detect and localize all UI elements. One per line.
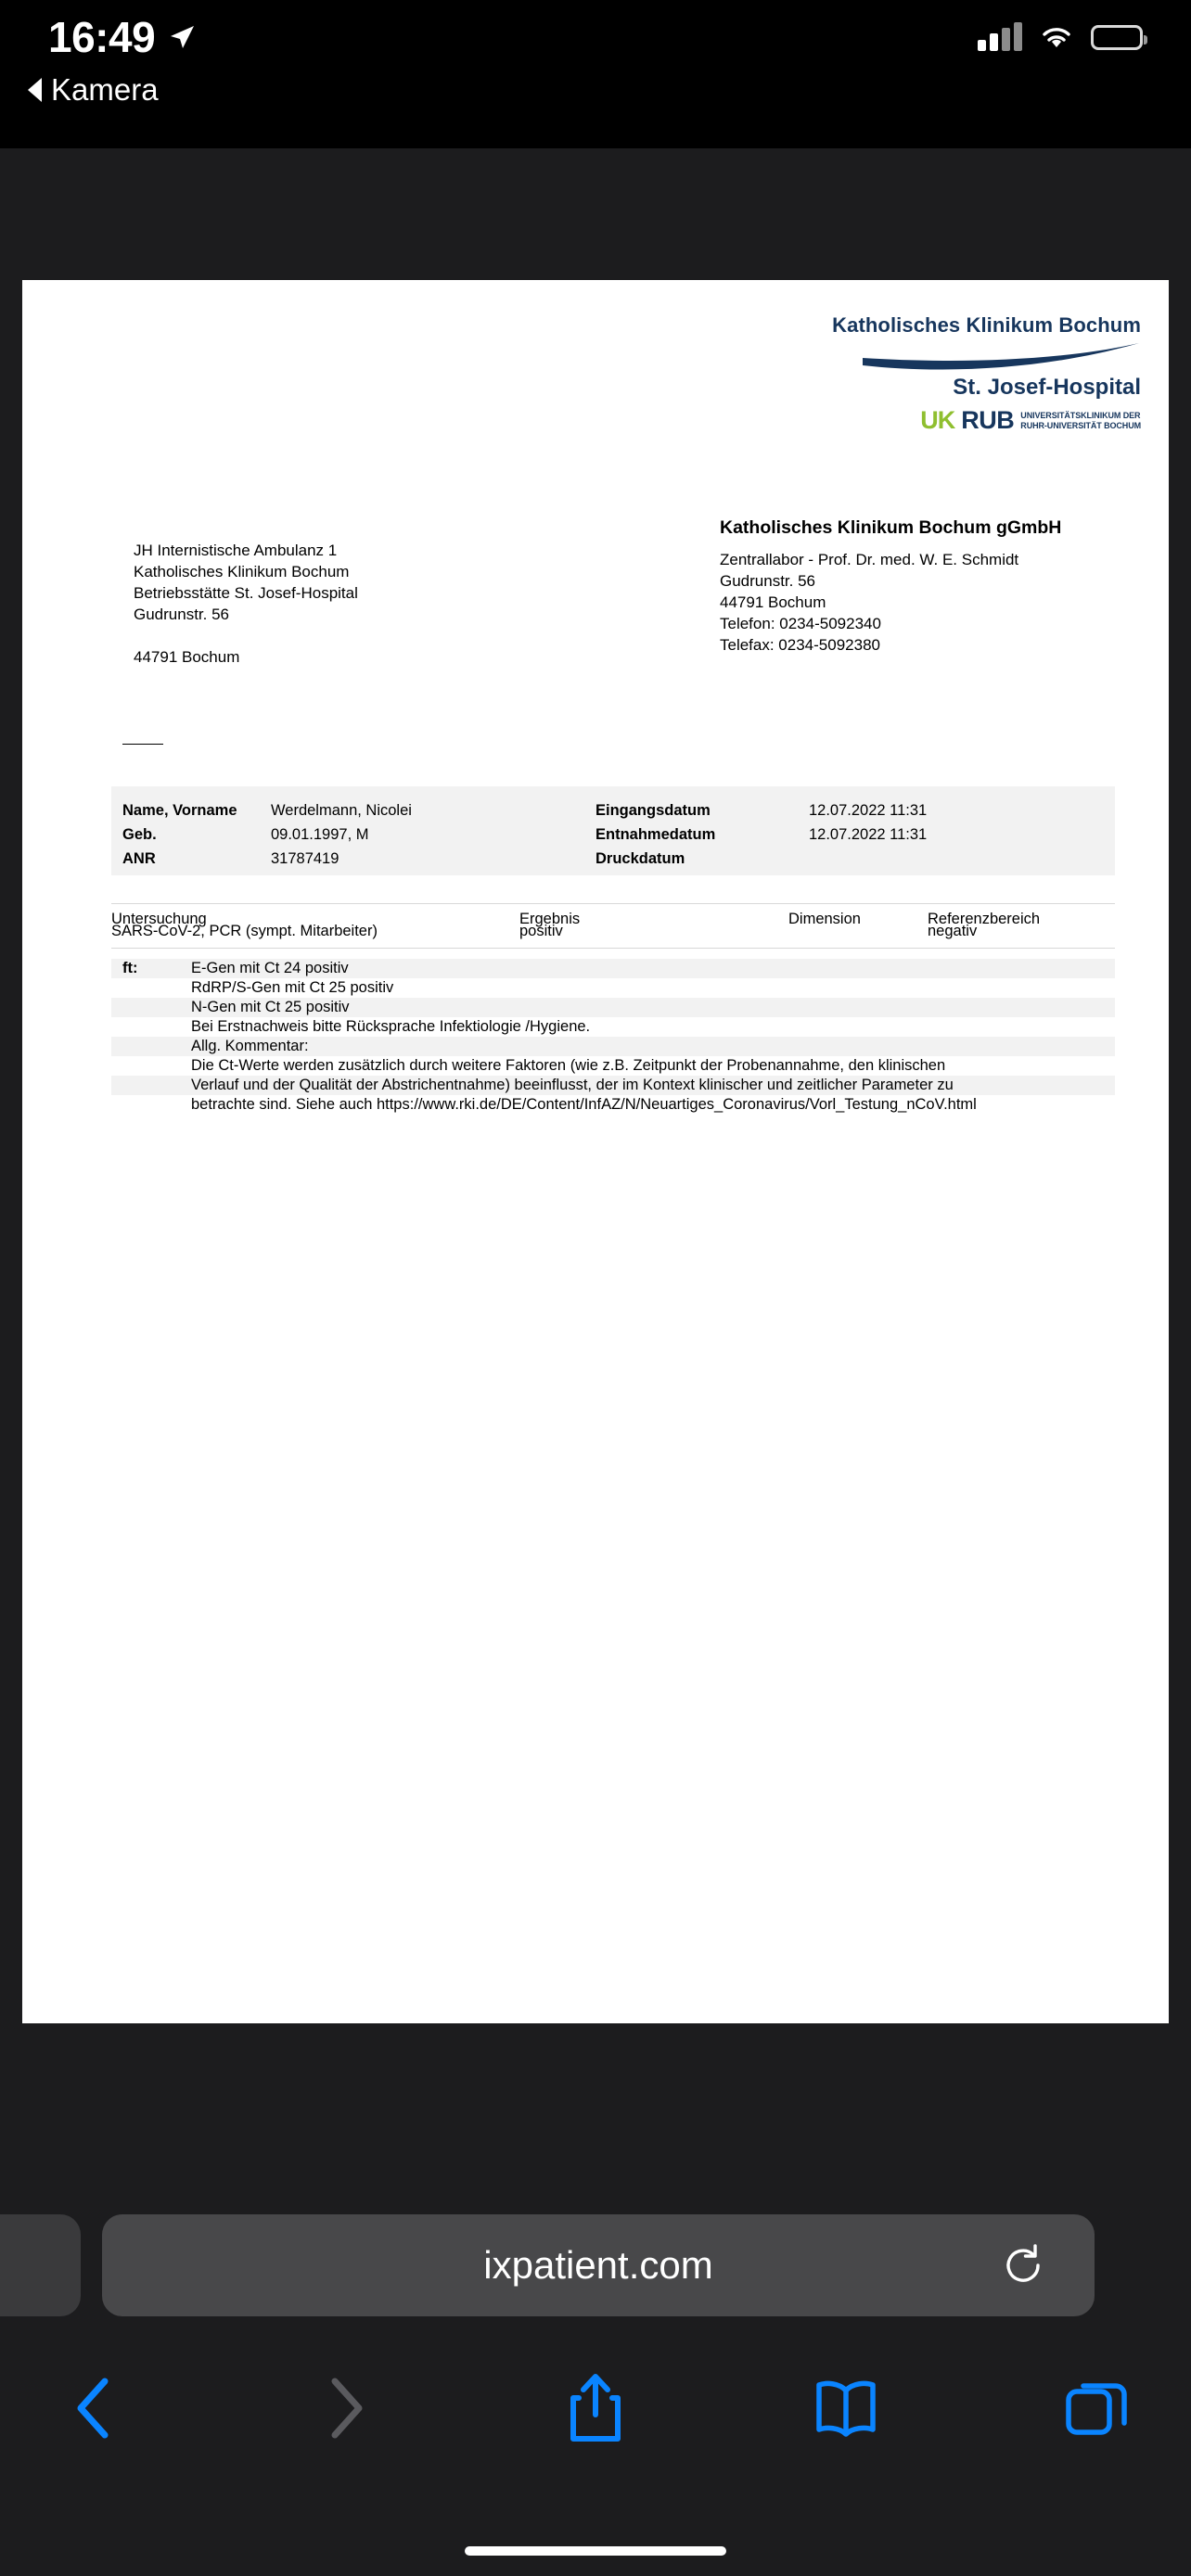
status-time: 16:49 — [48, 13, 156, 61]
comment-line — [111, 959, 1115, 978]
comment-text: RdRP/S-Gen mit Ct 25 positiv — [191, 979, 394, 996]
comment-text: Die Ct-Werte werden zusätzlich durch weitere Faktoren (wie z.B. Zeitpunkt der Probenannahme, den klinischen — [191, 1057, 946, 1074]
recipient-city: 44791 Bochum — [134, 648, 240, 666]
comment-key-empty — [111, 998, 191, 1017]
comment-line — [111, 1076, 1115, 1095]
column-header-dimension: Dimension — [788, 911, 861, 927]
value-geb: 09.01.1997, M — [271, 826, 369, 843]
back-to-app-label: Kamera — [51, 72, 159, 107]
patient-labels-left — [111, 786, 271, 875]
document-page — [22, 280, 1169, 2023]
sender-line: 44791 Bochum — [720, 593, 826, 611]
url-text: ixpatient.com — [483, 2243, 713, 2287]
sender-line: Telefax: 0234-5092380 — [720, 636, 880, 654]
comment-line — [111, 1017, 1115, 1037]
browser-toolbar — [0, 2357, 1191, 2459]
status-bar — [0, 0, 1191, 74]
comment-line — [111, 978, 1115, 998]
home-indicator — [465, 2546, 726, 2556]
value-anr: 31787419 — [271, 850, 339, 867]
comment-block — [111, 959, 1115, 1115]
recipient-line: JH Internistische Ambulanz 1 — [134, 542, 338, 559]
battery-icon — [1091, 25, 1143, 50]
comment-text: betrachte sind. Siehe auch https://www.rki.de/DE/Content/InfAZ/N/Neuartiges_Coronavirus/Vorl_Testung_nCoV.html — [191, 1096, 977, 1113]
recipient-address — [134, 540, 358, 668]
sender-title: Katholisches Klinikum Bochum gGmbH — [720, 517, 1062, 538]
comment-key-empty — [111, 1095, 191, 1115]
sender-line: Gudrunstr. 56 — [720, 572, 816, 590]
web-content-area[interactable] — [0, 148, 1191, 2179]
comment-text: Bei Erstnachweis bitte Rücksprache Infektiologie /Hygiene. — [191, 1018, 591, 1035]
recipient-line: Katholisches Klinikum Bochum — [134, 563, 350, 580]
label-entnahmedatum: Entnahmedatum — [596, 826, 716, 843]
recipient-line: Betriebsstätte St. Josef-Hospital — [134, 584, 358, 602]
back-button[interactable] — [58, 2371, 132, 2445]
results-divider — [111, 948, 1115, 949]
adjacent-tab-peek[interactable] — [0, 2214, 81, 2316]
address-bar[interactable] — [102, 2214, 1095, 2316]
share-button[interactable] — [558, 2371, 633, 2445]
sender-line: Zentrallabor - Prof. Dr. med. W. E. Schmidt — [720, 551, 1019, 568]
label-anr: ANR — [122, 850, 156, 867]
cell-untersuchung: SARS-CoV-2, PCR (sympt. Mitarbeiter) — [111, 923, 378, 939]
status-bar-left — [48, 12, 196, 62]
patient-info-band — [111, 786, 1115, 875]
comment-key-empty — [111, 1076, 191, 1095]
comment-text: E-Gen mit Ct 24 positiv — [191, 960, 349, 976]
rub-subtext-line1: UNIVERSITÄTSKLINIKUM DER — [1020, 410, 1141, 420]
comment-text: N-Gen mit Ct 25 positiv — [191, 999, 350, 1015]
back-triangle-icon — [28, 78, 42, 102]
label-name: Name, Vorname — [122, 802, 237, 819]
patient-values-left — [271, 786, 596, 875]
bookmarks-button[interactable] — [809, 2371, 883, 2445]
label-druckdatum: Druckdatum — [596, 850, 685, 867]
recipient-spacer — [134, 625, 358, 646]
sender-address — [720, 549, 1018, 656]
patient-labels-right — [596, 786, 809, 875]
comment-text: Allg. Kommentar: — [191, 1038, 309, 1054]
column-header-untersuchung: Untersuchung — [111, 911, 207, 927]
safari-bottom-bar — [0, 2179, 1191, 2576]
column-header-referenzbereich: Referenzbereich — [928, 911, 1041, 927]
label-geb: Geb. — [122, 826, 157, 843]
value-entnahmedatum: 12.07.2022 11:31 — [809, 826, 928, 843]
forward-button[interactable] — [308, 2371, 382, 2445]
letterhead — [742, 313, 1141, 435]
cell-dimension — [788, 923, 928, 940]
comment-key: ft: — [122, 960, 138, 976]
reload-icon[interactable] — [1000, 2242, 1046, 2289]
letterhead-subtitle: St. Josef-Hospital — [953, 375, 1141, 400]
comment-line — [111, 1056, 1115, 1076]
comment-key-empty — [111, 978, 191, 998]
back-to-app-button[interactable] — [28, 72, 159, 108]
comment-line — [111, 998, 1115, 1017]
divider-rule — [122, 744, 163, 745]
comment-key-empty — [111, 1037, 191, 1056]
uk-text: UK — [920, 406, 955, 434]
comment-key-empty — [111, 1056, 191, 1076]
comment-key-empty — [111, 1017, 191, 1037]
patient-values-right — [809, 786, 1087, 875]
column-header-ergebnis: Ergebnis — [519, 911, 581, 927]
rub-subtext-line2: RUHR-UNIVERSITÄT BOCHUM — [1020, 420, 1141, 430]
value-eingangsdatum: 12.07.2022 11:31 — [809, 802, 928, 819]
wifi-icon — [1039, 23, 1074, 51]
tabs-button[interactable] — [1059, 2371, 1133, 2445]
letterhead-title: Katholisches Klinikum Bochum — [832, 313, 1141, 337]
rub-text: RUB — [961, 406, 1015, 434]
status-bar-right — [978, 23, 1143, 51]
sender-line: Telefon: 0234-5092340 — [720, 615, 881, 632]
location-arrow-icon — [168, 23, 196, 51]
rub-subtext — [1020, 411, 1141, 431]
signal-bars-icon — [978, 23, 1022, 51]
recipient-line: Gudrunstr. 56 — [134, 606, 230, 623]
letterhead-swoosh-icon — [742, 341, 1141, 373]
comment-line — [111, 1037, 1115, 1056]
value-name: Werdelmann, Nicolei — [271, 802, 412, 819]
comment-text: Verlauf und der Qualität der Abstrichentnahme) beeinflusst, der im Kontext klinischer und zeitlicher Parameter zu — [191, 1077, 954, 1093]
comment-line — [111, 1095, 1115, 1115]
rub-logo — [742, 406, 1141, 435]
cell-ergebnis: positiv — [519, 923, 563, 939]
tab-strip — [0, 2214, 1191, 2316]
table-row — [111, 923, 1115, 940]
label-eingangsdatum: Eingangsdatum — [596, 802, 711, 819]
cell-referenzbereich: negativ — [928, 923, 978, 939]
